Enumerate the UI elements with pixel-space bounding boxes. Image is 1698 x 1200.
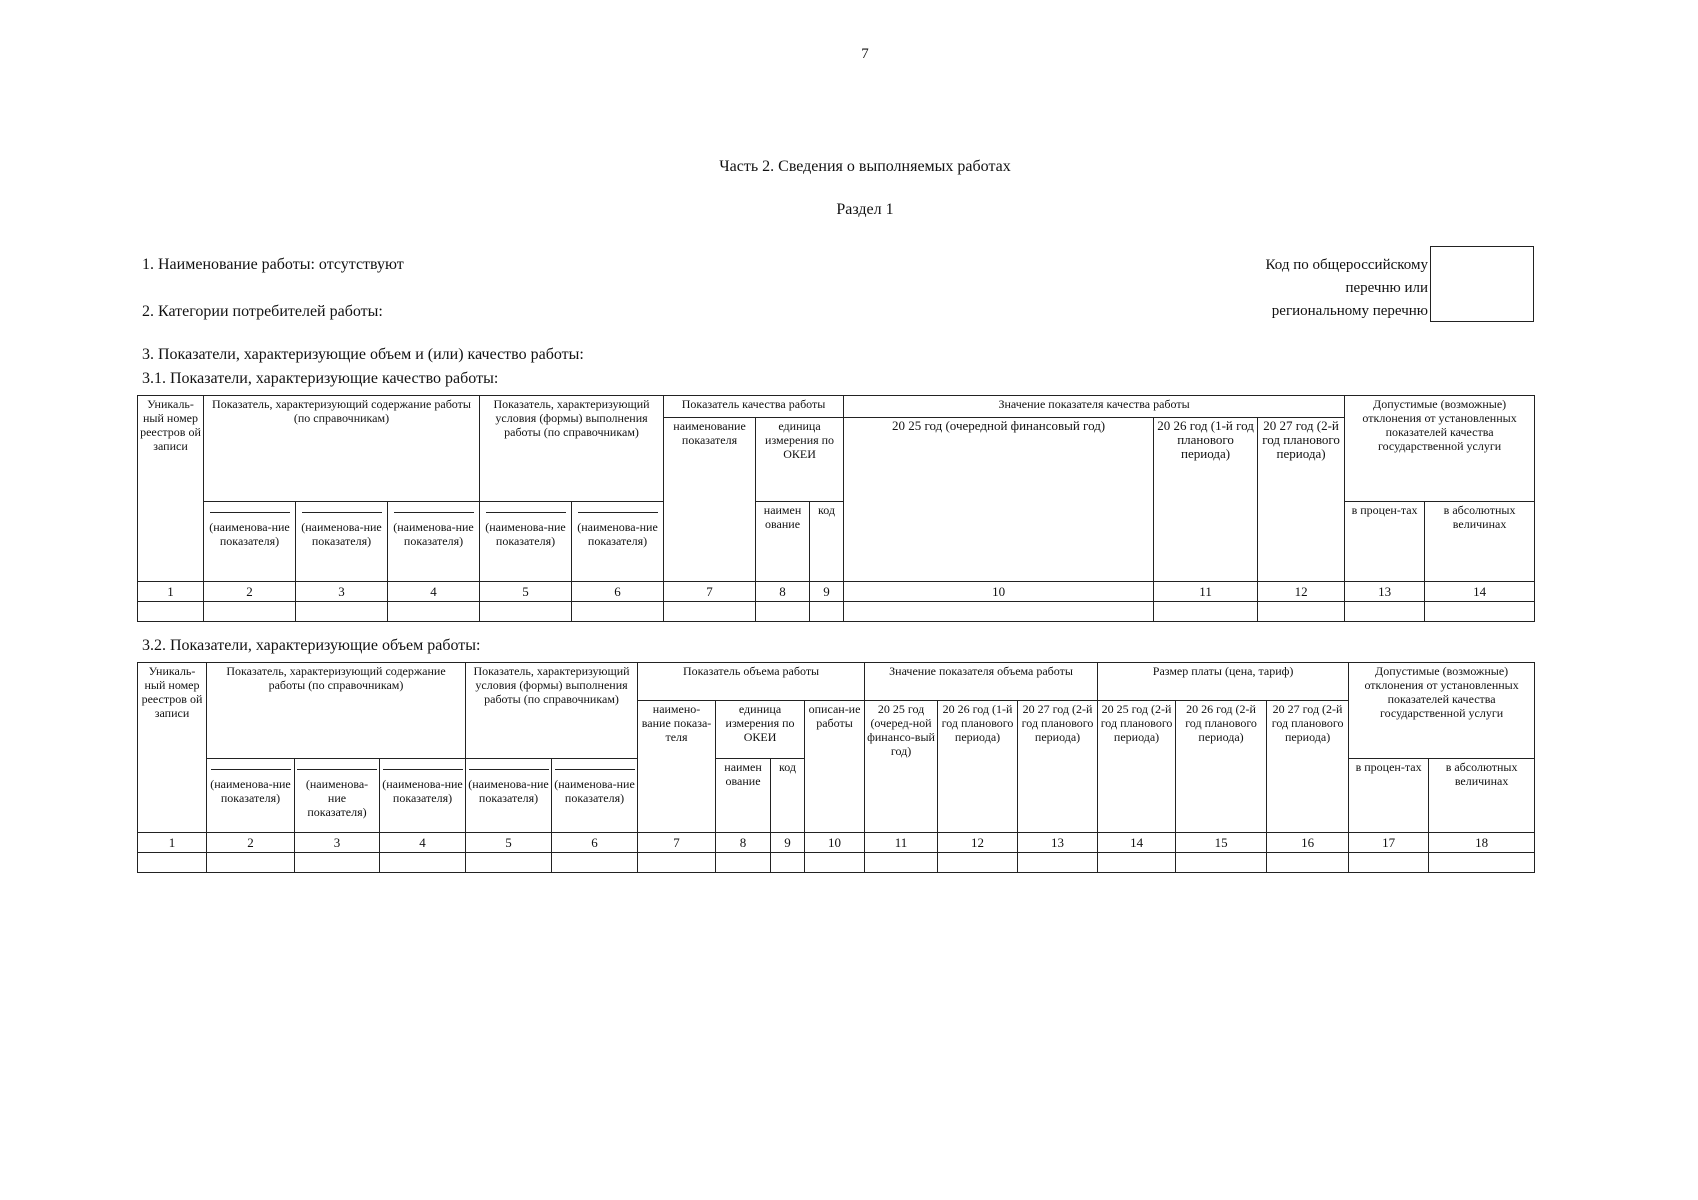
column-number: 4 bbox=[388, 582, 480, 602]
column-number: 5 bbox=[480, 582, 572, 602]
indicators-heading: 3. Показатели, характеризующие объем и (или) качество работы: bbox=[142, 346, 584, 363]
table-cell[interactable] bbox=[1018, 853, 1098, 873]
work-description-header: описан-ие работы bbox=[805, 701, 865, 833]
table-cell[interactable] bbox=[552, 853, 638, 873]
table-cell[interactable] bbox=[295, 853, 380, 873]
table-row bbox=[138, 853, 1535, 873]
column-number: 11 bbox=[1154, 582, 1258, 602]
column-number: 14 bbox=[1098, 833, 1176, 853]
table-cell[interactable] bbox=[1345, 602, 1425, 622]
sub-indicator-name: (наименова-ние показателя) bbox=[552, 759, 638, 833]
content-indicator-header: Показатель, характеризующий содержание работы (по справочникам) bbox=[207, 663, 466, 759]
column-number: 17 bbox=[1349, 833, 1429, 853]
indicator-name-header: наимено-вание показа-теля bbox=[638, 701, 716, 833]
column-number: 8 bbox=[756, 582, 810, 602]
table-cell[interactable] bbox=[138, 602, 204, 622]
column-number: 3 bbox=[295, 833, 380, 853]
column-number: 7 bbox=[664, 582, 756, 602]
sub-indicator-name: (наименова-ние показателя) bbox=[380, 759, 466, 833]
deviation-percent-header: в процен-тах bbox=[1349, 759, 1429, 833]
table-cell[interactable] bbox=[572, 602, 664, 622]
deviation-absolute-header: в абсолютных величинах bbox=[1425, 502, 1535, 582]
work-name-line: 1. Наименование работы: отсутствуют bbox=[142, 256, 404, 273]
unit-okei-header: единица измерения по ОКЕИ bbox=[716, 701, 805, 759]
unit-name-header: наимен ование bbox=[716, 759, 771, 833]
registry-code-box bbox=[1430, 246, 1534, 322]
column-number: 6 bbox=[572, 582, 664, 602]
deviation-absolute-header: в абсолютных величинах bbox=[1429, 759, 1535, 833]
sub-indicator-name: (наименова-ние показателя) bbox=[466, 759, 552, 833]
year-2026-header: 20 26 год (1-й год планового периода) bbox=[1154, 418, 1258, 582]
fee-2026-header: 20 26 год (2-й год планового периода) bbox=[1176, 701, 1267, 833]
fee-2025-header: 20 25 год (2-й год планового периода) bbox=[1098, 701, 1176, 833]
conditions-indicator-header: Показатель, характеризующий условия (формы) выполнения работы (по справочникам) bbox=[480, 396, 664, 502]
column-number: 14 bbox=[1425, 582, 1535, 602]
table-cell[interactable] bbox=[756, 602, 810, 622]
table-cell[interactable] bbox=[1176, 853, 1267, 873]
table-cell[interactable] bbox=[664, 602, 756, 622]
column-number: 12 bbox=[1258, 582, 1345, 602]
quality-indicators-heading: 3.1. Показатели, характеризующие качество работы: bbox=[142, 370, 499, 387]
table-cell[interactable] bbox=[638, 853, 716, 873]
column-number: 2 bbox=[207, 833, 295, 853]
table-cell[interactable] bbox=[1267, 853, 1349, 873]
table-cell[interactable] bbox=[771, 853, 805, 873]
volume-value-header: Значение показателя объема работы bbox=[865, 663, 1098, 701]
sub-indicator-name: (наименова-ние показателя) bbox=[572, 502, 664, 582]
column-number: 8 bbox=[716, 833, 771, 853]
volume-2025-header: 20 25 год (очеред-ной финансо-вый год) bbox=[865, 701, 938, 833]
column-number: 9 bbox=[771, 833, 805, 853]
column-number: 6 bbox=[552, 833, 638, 853]
table-cell[interactable] bbox=[388, 602, 480, 622]
unit-code-header: код bbox=[810, 502, 844, 582]
unit-name-header: наимен ование bbox=[756, 502, 810, 582]
registry-code-label: Код по общероссийскому перечню или региональному перечню bbox=[1265, 257, 1428, 319]
quality-indicator-header: Показатель качества работы bbox=[664, 396, 844, 418]
sub-indicator-name: (наименова-ние показателя) bbox=[295, 759, 380, 833]
table-cell[interactable] bbox=[844, 602, 1154, 622]
sub-indicator-name: (наименова-ние показателя) bbox=[207, 759, 295, 833]
volume-2026-header: 20 26 год (1-й год планового периода) bbox=[938, 701, 1018, 833]
sub-indicator-name: (наименова-ние показателя) bbox=[480, 502, 572, 582]
column-number: 1 bbox=[138, 582, 204, 602]
conditions-indicator-header: Показатель, характеризующий условия (формы) выполнения работы (по справочникам) bbox=[466, 663, 638, 759]
column-numbers-row bbox=[138, 833, 1535, 853]
column-number: 1 bbox=[138, 833, 207, 853]
part-title: Часть 2. Сведения о выполняемых работах bbox=[719, 158, 1011, 175]
table-cell[interactable] bbox=[380, 853, 466, 873]
table-cell[interactable] bbox=[466, 853, 552, 873]
column-number: 3 bbox=[296, 582, 388, 602]
table-cell[interactable] bbox=[810, 602, 844, 622]
column-number: 4 bbox=[380, 833, 466, 853]
unit-code-header: код bbox=[771, 759, 805, 833]
section-title: Раздел 1 bbox=[836, 201, 894, 218]
table-row bbox=[138, 602, 1535, 622]
volume-2027-header: 20 27 год (2-й год планового периода) bbox=[1018, 701, 1098, 833]
quality-indicators-table bbox=[137, 395, 1535, 622]
table-cell[interactable] bbox=[1349, 853, 1429, 873]
fee-header: Размер платы (цена, тариф) bbox=[1098, 663, 1349, 701]
table-cell[interactable] bbox=[480, 602, 572, 622]
column-number: 5 bbox=[466, 833, 552, 853]
volume-indicators-table bbox=[137, 662, 1535, 873]
sub-indicator-name: (наименова-ние показателя) bbox=[388, 502, 480, 582]
table-cell[interactable] bbox=[204, 602, 296, 622]
deviations-header: Допустимые (возможные) отклонения от установленных показателей качества государственной услуги bbox=[1345, 396, 1535, 502]
column-number: 13 bbox=[1345, 582, 1425, 602]
column-number: 2 bbox=[204, 582, 296, 602]
table-cell[interactable] bbox=[865, 853, 938, 873]
volume-indicator-header: Показатель объема работы bbox=[638, 663, 865, 701]
column-numbers-row bbox=[138, 582, 1535, 602]
indicator-name-header: наименование показателя bbox=[664, 418, 756, 582]
column-number: 10 bbox=[844, 582, 1154, 602]
column-number: 13 bbox=[1018, 833, 1098, 853]
table-cell[interactable] bbox=[1154, 602, 1258, 622]
unit-okei-header: единица измерения по ОКЕИ bbox=[756, 418, 844, 502]
unique-number-header: Уникаль-ный номер реестров ой записи bbox=[138, 663, 207, 833]
column-number: 15 bbox=[1176, 833, 1267, 853]
year-2025-header: 20 25 год (очередной финансовый год) bbox=[844, 418, 1154, 582]
table-cell[interactable] bbox=[1425, 602, 1535, 622]
content-indicator-header: Показатель, характеризующий содержание работы (по справочникам) bbox=[204, 396, 480, 502]
column-number: 18 bbox=[1429, 833, 1535, 853]
volume-indicators-heading: 3.2. Показатели, характеризующие объем работы: bbox=[142, 637, 481, 654]
table-cell[interactable] bbox=[1098, 853, 1176, 873]
quality-value-header: Значение показателя качества работы bbox=[844, 396, 1345, 418]
column-number: 16 bbox=[1267, 833, 1349, 853]
year-2027-header: 20 27 год (2-й год планового периода) bbox=[1258, 418, 1345, 582]
fee-2027-header: 20 27 год (2-й год планового периода) bbox=[1267, 701, 1349, 833]
deviations-header: Допустимые (возможные) отклонения от установленных показателей качества государственной услуги bbox=[1349, 663, 1535, 759]
column-number: 11 bbox=[865, 833, 938, 853]
sub-indicator-name: (наименова-ние показателя) bbox=[296, 502, 388, 582]
table-cell[interactable] bbox=[1429, 853, 1535, 873]
table-cell[interactable] bbox=[938, 853, 1018, 873]
column-number: 10 bbox=[805, 833, 865, 853]
column-number: 7 bbox=[638, 833, 716, 853]
table-cell[interactable] bbox=[296, 602, 388, 622]
unique-number-header: Уникаль-ный номер реестров ой записи bbox=[138, 396, 204, 582]
table-cell[interactable] bbox=[1258, 602, 1345, 622]
column-number: 9 bbox=[810, 582, 844, 602]
deviation-percent-header: в процен-тах bbox=[1345, 502, 1425, 582]
table-cell[interactable] bbox=[207, 853, 295, 873]
column-number: 12 bbox=[938, 833, 1018, 853]
table-cell[interactable] bbox=[716, 853, 771, 873]
page-number: 7 bbox=[861, 46, 869, 62]
table-cell[interactable] bbox=[138, 853, 207, 873]
sub-indicator-name: (наименова-ние показателя) bbox=[204, 502, 296, 582]
table-cell[interactable] bbox=[805, 853, 865, 873]
consumer-categories-line: 2. Категории потребителей работы: bbox=[142, 303, 383, 320]
